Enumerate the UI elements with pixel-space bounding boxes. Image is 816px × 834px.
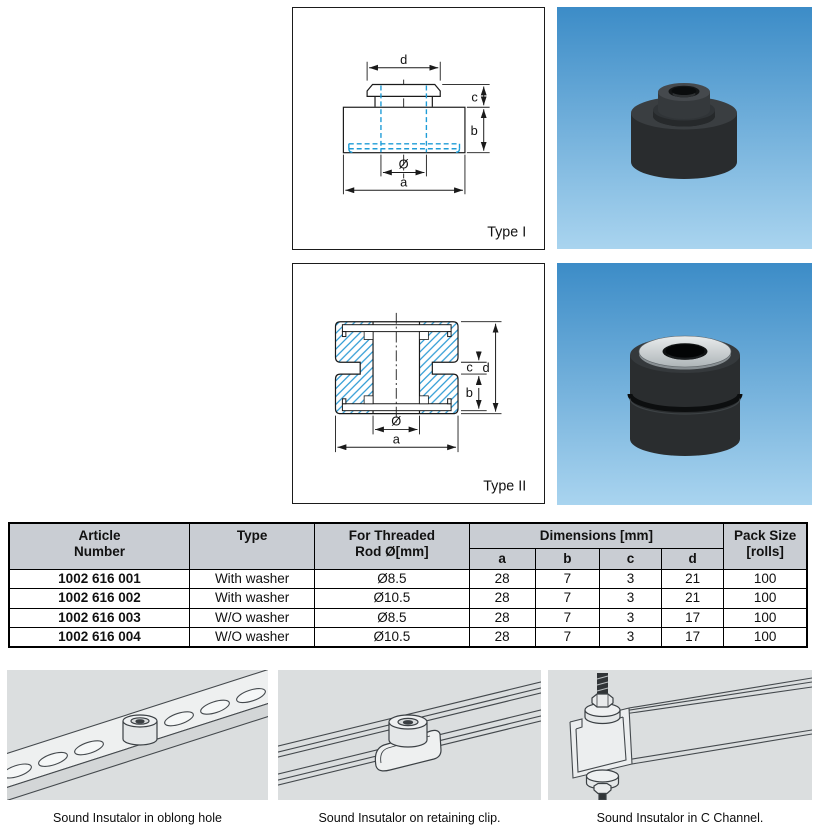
dim-label-b: b	[465, 384, 473, 400]
cell-rod: Ø8.5	[315, 608, 469, 628]
col-header-a: a	[469, 548, 535, 569]
cell-c: 3	[599, 608, 661, 628]
sound-insulator	[123, 715, 157, 745]
cell-article: 1002 616 003	[9, 608, 189, 628]
cell-type: With washer	[189, 569, 314, 589]
caption-c-channel: Sound Insutalor in C Channel.	[596, 811, 764, 825]
cell-c: 3	[599, 589, 661, 609]
dim-label-a: a	[400, 174, 408, 190]
dim-label-dia: Ø	[398, 156, 409, 172]
table-row	[9, 589, 807, 609]
illustration1-svg	[7, 670, 268, 800]
dim-label-b: b	[470, 122, 478, 138]
cell-pack: 100	[724, 569, 807, 589]
dim-label-d: d	[400, 51, 408, 67]
col-header-article: Article Number	[9, 523, 189, 569]
cell-type: With washer	[189, 589, 314, 609]
cell-b: 7	[535, 569, 599, 589]
col-header-dimensions: Dimensions [mm]	[469, 523, 724, 548]
illustration-retaining-clip	[278, 670, 541, 800]
type2-label: Type II	[483, 478, 527, 495]
illustration-oblong-hole	[7, 670, 268, 800]
cell-b: 7	[535, 589, 599, 609]
caption-oblong-hole: Sound Insutalor in oblong hole	[53, 811, 222, 825]
col-header-b: b	[535, 548, 599, 569]
technical-drawing-type2	[292, 263, 545, 504]
body-outline	[343, 107, 465, 152]
dim-label-c: c	[471, 89, 478, 105]
bottom-insulator-and-nut	[587, 770, 619, 800]
cell-d: 21	[662, 569, 724, 589]
sound-insulator	[389, 715, 427, 747]
grommet-cylinder-photo	[630, 336, 740, 456]
cell-rod: Ø10.5	[315, 628, 469, 648]
table-row	[9, 608, 807, 628]
cell-d: 21	[662, 589, 724, 609]
ext-lines-c	[442, 85, 489, 108]
col-header-d: d	[662, 548, 724, 569]
cell-a: 28	[469, 589, 535, 609]
type1-label: Type I	[487, 224, 527, 241]
photo2-svg	[557, 263, 812, 505]
dim-label-a: a	[392, 431, 400, 447]
technical-drawing-type1	[292, 7, 545, 250]
col-header-c: c	[599, 548, 661, 569]
cell-a: 28	[469, 569, 535, 589]
cell-a: 28	[469, 628, 535, 648]
cell-pack: 100	[724, 628, 807, 648]
cell-pack: 100	[724, 589, 807, 609]
cell-c: 3	[599, 569, 661, 589]
cell-article: 1002 616 004	[9, 628, 189, 648]
cell-article: 1002 616 001	[9, 569, 189, 589]
caption-retaining-clip: Sound Insutalor on retaining clip.	[318, 811, 501, 825]
dim-label-dia: Ø	[391, 413, 402, 429]
cell-a: 28	[469, 608, 535, 628]
cell-d: 17	[662, 628, 724, 648]
washer-outline	[367, 85, 440, 97]
col-header-rod: For Threaded Rod Ø[mm]	[315, 523, 469, 569]
cell-article: 1002 616 002	[9, 589, 189, 609]
type1-drawing-svg	[293, 8, 543, 248]
cross-section-outline	[335, 322, 458, 414]
cell-type: W/O washer	[189, 628, 314, 648]
photo1-svg	[557, 7, 812, 249]
table-row	[9, 569, 807, 589]
cell-b: 7	[535, 628, 599, 648]
spec-table-container	[8, 522, 808, 648]
top-insulator-and-nut	[585, 694, 620, 724]
product-photo-type2	[557, 263, 812, 505]
table-row	[9, 628, 807, 648]
type2-drawing-svg	[293, 264, 543, 502]
col-header-type: Type	[189, 523, 314, 569]
product-photo-type1	[557, 7, 812, 249]
illustration2-svg	[278, 670, 541, 800]
cell-pack: 100	[724, 608, 807, 628]
cell-type: W/O washer	[189, 608, 314, 628]
col-header-pack: Pack Size [rolls]	[724, 523, 807, 569]
dim-label-c: c	[466, 359, 473, 375]
cell-c: 3	[599, 628, 661, 648]
cell-d: 17	[662, 608, 724, 628]
illustration3-svg	[548, 670, 812, 800]
cell-rod: Ø8.5	[315, 569, 469, 589]
cell-rod: Ø10.5	[315, 589, 469, 609]
dim-label-d: d	[482, 360, 490, 376]
illustration-c-channel	[548, 670, 812, 800]
cell-b: 7	[535, 608, 599, 628]
spec-table	[8, 522, 808, 648]
